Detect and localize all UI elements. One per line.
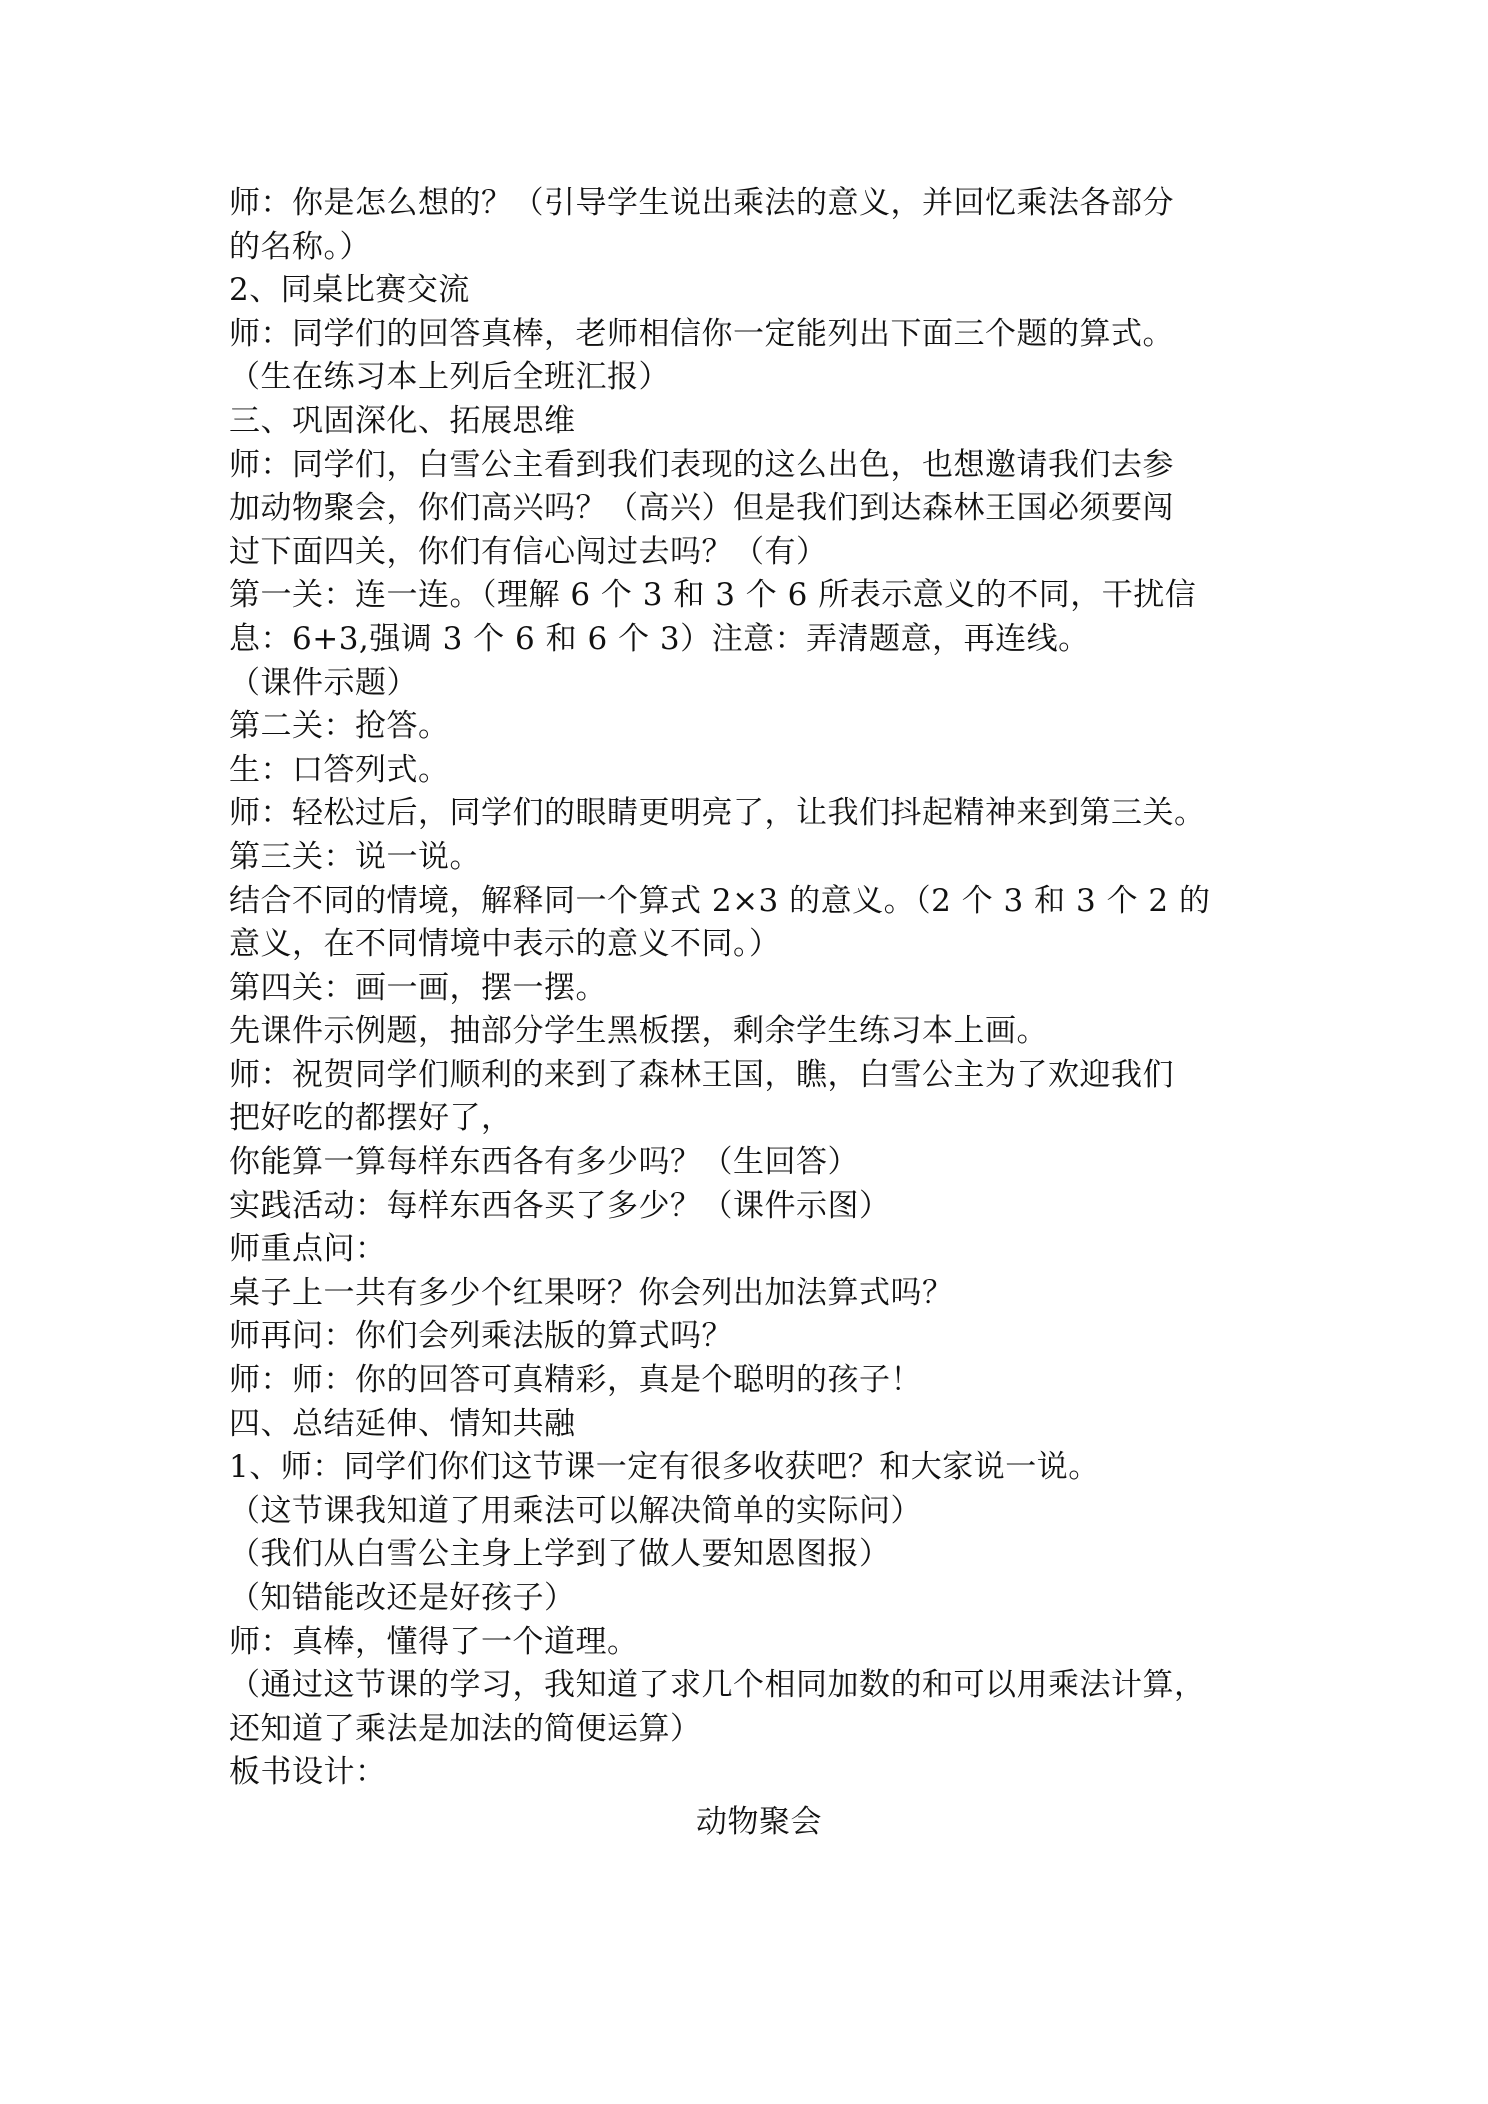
text-line: 过下面四关，你们有信心闯过去吗？（有） — [229, 533, 828, 570]
text-line: 息：6+3,强调 3 个 6 和 6 个 3）注意：弄清题意，再连线。 — [229, 620, 1090, 657]
text-line: 把好吃的都摆好了， — [229, 1100, 513, 1137]
text-line: （通过这节课的学习，我知道了求几个相同加数的和可以用乘法计算， — [229, 1667, 1206, 1704]
text-line: 第四关：画一画，摆一摆。 — [229, 969, 607, 1006]
text-line: 还知道了乘法是加法的简便运算） — [229, 1710, 702, 1747]
text-line: 生：口答列式。 — [229, 751, 450, 788]
text-line: 师：祝贺同学们顺利的来到了森林王国，瞧，白雪公主为了欢迎我们 — [229, 1056, 1174, 1093]
text-line: 实践活动：每样东西各买了多少？（课件示图） — [229, 1187, 891, 1224]
text-line: 师：你是怎么想的？（引导学生说出乘法的意义，并回忆乘法各部分 — [229, 185, 1174, 221]
text-line: （这节课我知道了用乘法可以解决简单的实际问） — [229, 1492, 922, 1529]
text-line: 板书设计： — [229, 1754, 387, 1791]
text-line: 结合不同的情境，解释同一个算式 2×3 的意义。（2 个 3 和 3 个 2 的 — [229, 882, 1211, 919]
text-line: 师再问：你们会列乘法版的算式吗？ — [229, 1318, 733, 1355]
text-line: 师：同学们，白雪公主看到我们表现的这么出色，也想邀请我们去参 — [229, 446, 1174, 483]
text-line: （我们从白雪公主身上学到了做人要知恩图报） — [229, 1536, 891, 1573]
section-heading: 四、总结延伸、情知共融 — [229, 1405, 576, 1442]
text-line: 你能算一算每样东西各有多少吗？（生回答） — [229, 1144, 859, 1181]
text-line: 1、师：同学们你们这节课一定有很多收获吧？和大家说一说。 — [229, 1449, 1100, 1486]
text-line: 第二关：抢答。 — [229, 708, 450, 745]
section-heading: 三、巩固深化、拓展思维 — [229, 402, 576, 439]
text-line: 桌子上一共有多少个红果呀？你会列出加法算式吗？ — [229, 1274, 954, 1311]
board-design-title: 动物聚会 — [696, 1803, 822, 1840]
section-heading: 2、同桌比赛交流 — [229, 272, 470, 309]
text-line: 师：师：你的回答可真精彩，真是个聪明的孩子！ — [229, 1362, 922, 1399]
text-line: 的名称。） — [229, 228, 371, 265]
text-line: 意义，在不同情境中表示的意义不同。） — [229, 926, 781, 963]
text-line: 第一关：连一连。（理解 6 个 3 和 3 个 6 所表示意义的不同，干扰信 — [229, 577, 1197, 614]
text-line: （生在练习本上列后全班汇报） — [229, 359, 670, 396]
text-line: 师：同学们的回答真棒，老师相信你一定能列出下面三个题的算式。 — [229, 315, 1174, 352]
document-body — [229, 182, 1289, 1845]
text-line: 师：轻松过后，同学们的眼睛更明亮了，让我们抖起精神来到第三关。 — [229, 795, 1206, 832]
text-line: 先课件示例题，抽部分学生黑板摆，剩余学生练习本上画。 — [229, 1013, 1048, 1050]
text-line: 第三关：说一说。 — [229, 838, 481, 875]
text-line: 师重点问： — [229, 1231, 387, 1268]
text-line: （知错能改还是好孩子） — [229, 1580, 576, 1616]
text-line: 加动物聚会，你们高兴吗？（高兴）但是我们到达森林王国必须要闯 — [229, 490, 1174, 527]
text-line: 师：真棒，懂得了一个道理。 — [229, 1623, 639, 1660]
text-line: （课件示题） — [229, 664, 418, 701]
